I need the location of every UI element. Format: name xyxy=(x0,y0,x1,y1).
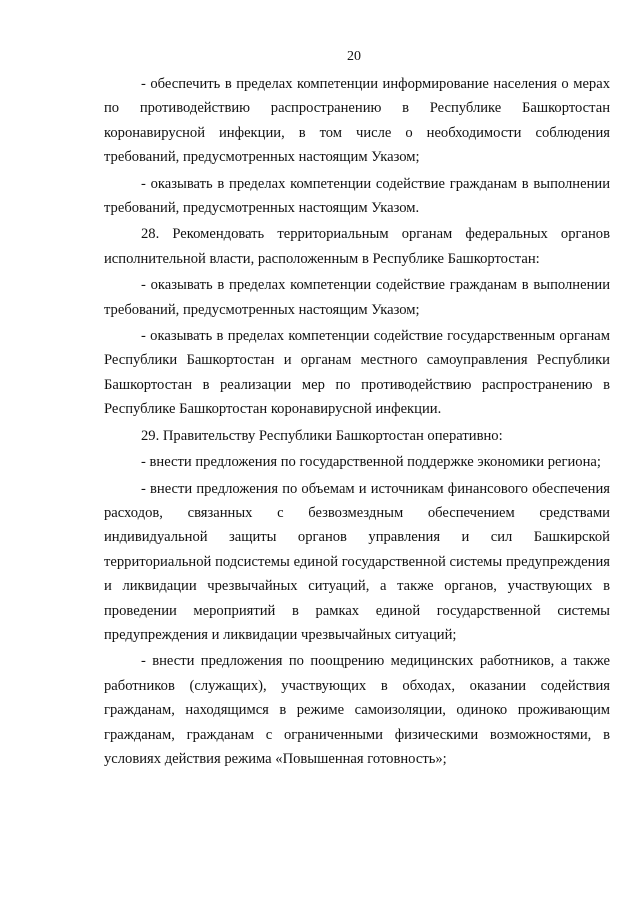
page-number: 20 xyxy=(347,49,361,64)
paragraph-29-economy-support: - внести предложения по государственной поддержке экономики региона; xyxy=(141,454,601,471)
paragraph-assist-citizens: - оказывать в пределах компетенции содействие гражданам в выполнении требований, предусмотренных настоящим Указом. xyxy=(104,175,610,217)
document-body xyxy=(104,72,610,771)
paragraph-28-recommend: 28. Рекомендовать территориальным органам федеральных органов исполнительной власти, расположенным в Республике Башкортостан: xyxy=(104,226,610,267)
paragraph-29-medical-incentives: - внести предложения по поощрению медицинских работников, а также работников (служащих), участвующих в обходах, оказании содействия гражданам, находящимся в режиме самоизоляции, одиноко проживающим гражданам, гражданам с ограниченными физическими возможностями, в условиях действия режима «Повышенная готовность»; xyxy=(104,653,610,767)
paragraph-29-financing: - внести предложения по объемам и источникам финансового обеспечения расходов, связанных с безвозмездным обеспечением средствами индивидуальной защиты органов управления и сил Башкирской территориальной подсистемы единой государственной системы предупреждения и ликвидации чрезвычайных ситуаций, а также органов, участвующих в проведении мероприятий в рамках единой государственной системы предупреждения и ликвидации чрезвычайных ситуаций; xyxy=(104,480,610,643)
paragraph-28-assist-bodies: - оказывать в пределах компетенции содействие государственным органам Республики Башкортостан и органам местного самоуправления Республики Башкортостан в реализации мер по противодействию распространению в Республике Башкортостан коронавирусной инфекции. xyxy=(104,328,610,418)
paragraph-28-assist-citizens: - оказывать в пределах компетенции содействие гражданам в выполнении требований, предусмотренных настоящим Указом; xyxy=(104,277,610,318)
paragraph-inform-population: - обеспечить в пределах компетенции информирование населения о мерах по противодействию распространению в Республике Башкортостан коронавирусной инфекции, в том числе о необходимости соблюдения требований, предусмотренных настоящим Указом; xyxy=(104,76,610,166)
paragraph-29-government: 29. Правительству Республики Башкортостан оперативно: xyxy=(141,427,503,444)
